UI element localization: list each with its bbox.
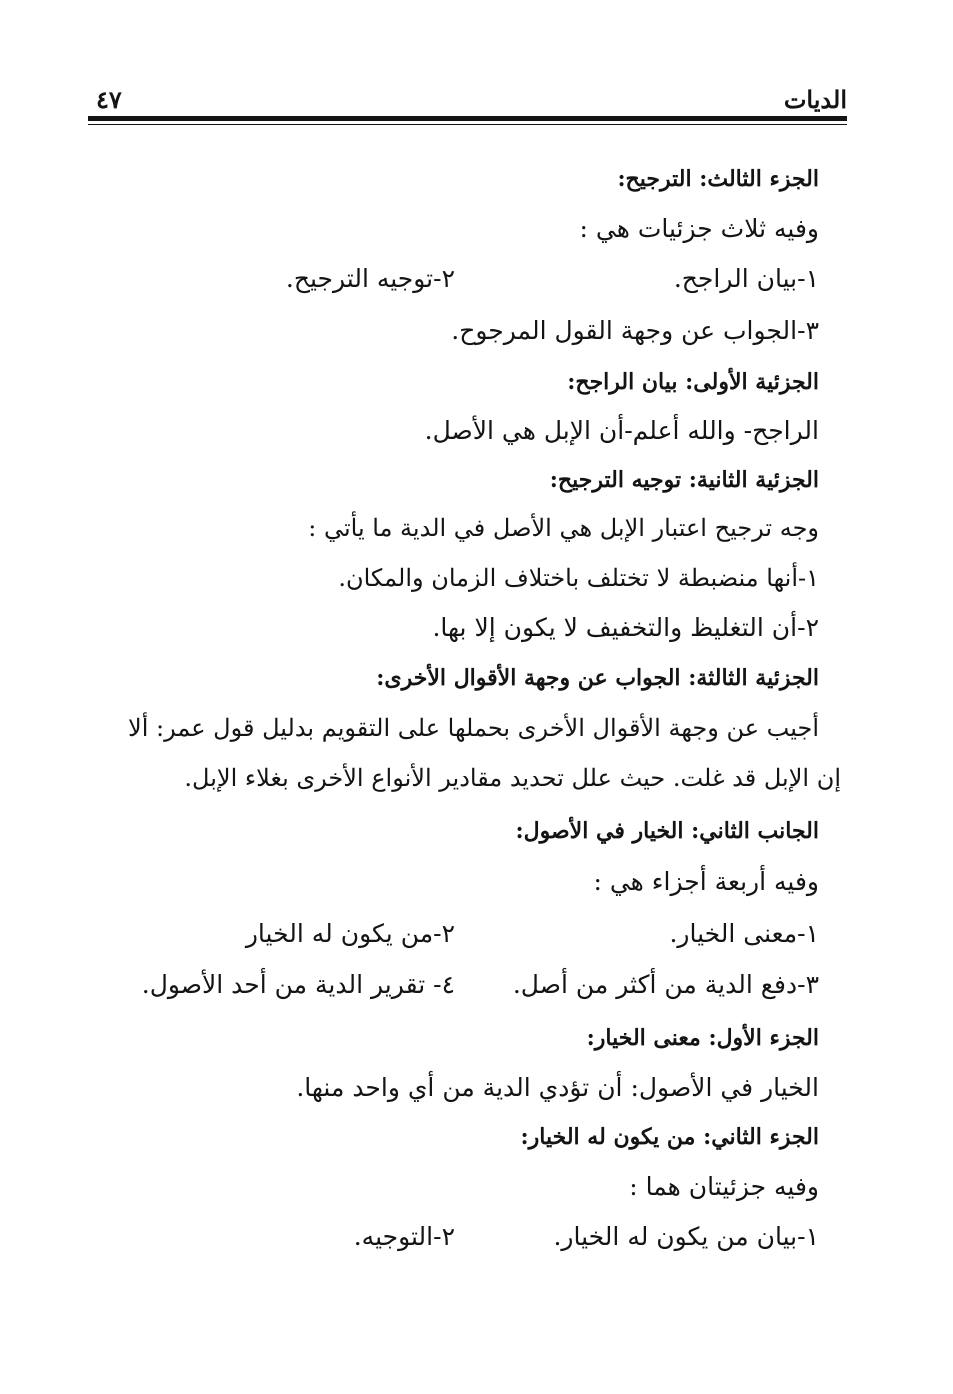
list-item: ٢-توجيه الترجيح. xyxy=(285,264,455,293)
list-item: ١-أنها منضبطة لا تختلف باختلاف الزمان والمكان. xyxy=(338,564,819,592)
list-item: ٢-من يكون له الخيار xyxy=(245,919,455,948)
paragraph: إن الإبل قد غلت. حيث علل تحديد مقادير الأنواع الأخرى بغلاء الإبل. xyxy=(184,764,841,792)
list-item: ٣-الجواب عن وجهة القول المرجوح. xyxy=(451,316,819,345)
list-item: ٣-دفع الدية من أكثر من أصل. xyxy=(512,970,819,999)
list-item: ١-بيان الراجح. xyxy=(673,264,819,293)
paragraph: وفيه جزئيتان هما : xyxy=(629,1172,819,1201)
subsection-heading: الجزئية الأولى: بيان الراجح: xyxy=(567,369,819,395)
section-heading-khiyar: الجانب الثاني: الخيار في الأصول: xyxy=(515,818,819,844)
subsection-heading: الجزئية الثالثة: الجواب عن وجهة الأقوال الأخرى: xyxy=(376,665,819,691)
list-item: ١-معنى الخيار. xyxy=(669,919,819,948)
section-heading-tarjih: الجزء الثالث: الترجيح: xyxy=(617,166,819,192)
list-item: ١-بيان من يكون له الخيار. xyxy=(553,1222,819,1251)
header-rule-thin xyxy=(88,124,847,125)
running-header-title: الديات xyxy=(783,85,847,114)
page-number: ٤٧ xyxy=(96,85,122,114)
list-item: ٢-أن التغليظ والتخفيف لا يكون إلا بها. xyxy=(432,613,819,642)
list-item: ٢-التوجيه. xyxy=(353,1222,455,1251)
header-rule-thick xyxy=(88,116,847,121)
paragraph: وفيه ثلاث جزئيات هي : xyxy=(579,214,819,243)
paragraph: وفيه أربعة أجزاء هي : xyxy=(593,867,819,896)
paragraph: الخيار في الأصول: أن تؤدي الدية من أي واحد منها. xyxy=(296,1073,819,1102)
paragraph: وجه ترجيح اعتبار الإبل هي الأصل في الدية ما يأتي : xyxy=(308,514,819,542)
subsection-heading: الجزء الأول: معنى الخيار: xyxy=(586,1025,819,1051)
paragraph: أجيب عن وجهة الأقوال الأخرى بحملها على التقويم بدليل قول عمر: ألا xyxy=(128,714,819,742)
subsection-heading: الجزئية الثانية: توجيه الترجيح: xyxy=(549,467,819,493)
list-item: ٤- تقرير الدية من أحد الأصول. xyxy=(141,970,455,999)
paragraph: الراجح- والله أعلم-أن الإبل هي الأصل. xyxy=(424,416,819,445)
subsection-heading: الجزء الثاني: من يكون له الخيار: xyxy=(520,1124,819,1150)
